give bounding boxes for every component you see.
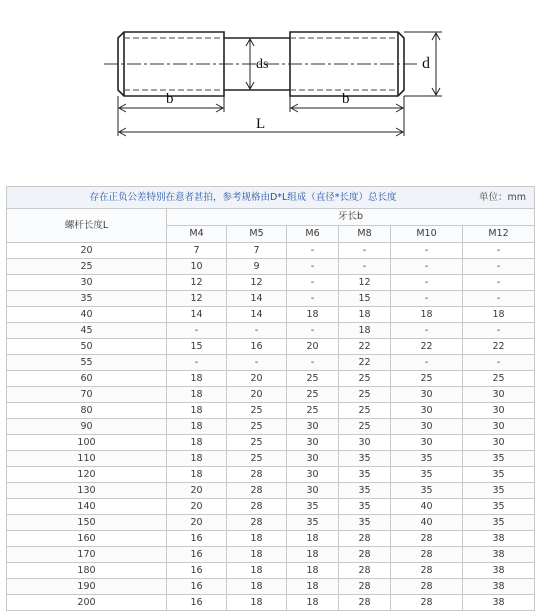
table-row [7,275,535,291]
thread-length-cell: 14 [227,307,287,323]
thread-length-cell: 30 [287,435,339,451]
thread-length-cell: 28 [391,595,463,611]
thread-length-cell: 35 [463,467,535,483]
length-cell: 150 [7,515,167,531]
table-row [7,307,535,323]
thread-length-cell: 35 [391,483,463,499]
table-row [7,323,535,339]
table-row [7,339,535,355]
length-cell: 110 [7,451,167,467]
thread-length-cell: 35 [339,515,391,531]
thread-length-cell: 30 [463,403,535,419]
length-cell: 70 [7,387,167,403]
thread-length-cell: 18 [287,547,339,563]
thread-length-cell: - [167,355,227,371]
thread-length-cell: - [463,243,535,259]
thread-length-cell: 35 [339,483,391,499]
thread-header-row [7,209,535,226]
L-label: L [256,116,266,132]
thread-length-cell: 30 [463,435,535,451]
thread-length-cell: 30 [287,419,339,435]
thread-length-cell: 35 [463,499,535,515]
thread-length-cell: 35 [339,467,391,483]
thread-length-cell: - [287,323,339,339]
thread-length-cell: 16 [167,579,227,595]
thread-length-cell: - [391,291,463,307]
thread-length-cell: 18 [167,451,227,467]
size-header-m12: M12 [463,226,535,243]
table-row [7,547,535,563]
thread-length-cell: 9 [227,259,287,275]
spec-table [6,186,535,611]
thread-length-cell: - [463,259,535,275]
thread-length-cell: - [391,323,463,339]
thread-length-cell: 28 [391,547,463,563]
b-right-label: b [342,91,350,107]
thread-length-cell: 15 [167,339,227,355]
thread-length-cell: 25 [227,451,287,467]
size-header-m8: M8 [339,226,391,243]
length-cell: 60 [7,371,167,387]
length-cell: 30 [7,275,167,291]
thread-length-cell: 35 [391,451,463,467]
size-header-m10: M10 [391,226,463,243]
thread-length-cell: 38 [463,579,535,595]
thread-length-cell: 18 [167,435,227,451]
thread-length-cell: 38 [463,595,535,611]
thread-length-cell: 22 [391,339,463,355]
thread-length-cell: 25 [339,419,391,435]
thread-length-cell: 35 [339,499,391,515]
thread-length-cell: 18 [287,579,339,595]
thread-length-cell: 18 [227,531,287,547]
thread-length-cell: 35 [463,515,535,531]
thread-length-cell: 35 [463,483,535,499]
thread-length-cell: 18 [167,371,227,387]
thread-length-cell: 30 [391,435,463,451]
table-row [7,403,535,419]
table-row [7,291,535,307]
thread-length-cell: 25 [287,403,339,419]
length-cell: 80 [7,403,167,419]
thread-length-cell: 35 [287,515,339,531]
thread-length-cell: 25 [339,371,391,387]
length-cell: 40 [7,307,167,323]
thread-length-cell: 12 [339,275,391,291]
thread-length-cell: 25 [463,371,535,387]
thread-length-cell: 22 [339,339,391,355]
thread-length-cell: 7 [227,243,287,259]
thread-length-cell: - [227,355,287,371]
length-cell: 90 [7,419,167,435]
thread-length-cell: 18 [227,547,287,563]
size-header-m6: M6 [287,226,339,243]
thread-length-cell: 18 [287,531,339,547]
thread-length-cell: 25 [287,387,339,403]
length-cell: 200 [7,595,167,611]
table-row [7,563,535,579]
table-row [7,371,535,387]
thread-length-cell: 25 [227,403,287,419]
b-left-label: b [166,91,174,107]
thread-length-cell: 12 [167,291,227,307]
table-row [7,515,535,531]
thread-length-cell: 18 [339,307,391,323]
thread-length-cell: 28 [339,547,391,563]
thread-length-cell: 28 [227,499,287,515]
thread-length-cell: 30 [391,419,463,435]
thread-length-cell: 30 [287,467,339,483]
table-row [7,579,535,595]
thread-length-cell: - [391,243,463,259]
thread-length-cell: 28 [339,579,391,595]
thread-length-cell: - [339,259,391,275]
thread-length-cell: 20 [167,515,227,531]
table-row [7,243,535,259]
length-cell: 190 [7,579,167,595]
thread-length-cell: 18 [167,419,227,435]
thread-length-cell: 22 [339,355,391,371]
thread-length-cell: 28 [227,483,287,499]
table-row [7,531,535,547]
thread-length-cell: - [287,275,339,291]
thread-length-cell: - [463,291,535,307]
thread-length-cell: 38 [463,547,535,563]
thread-length-cell: 18 [339,323,391,339]
thread-length-cell: 30 [391,387,463,403]
thread-length-cell: 25 [391,371,463,387]
length-cell: 120 [7,467,167,483]
thread-length-cell: 20 [287,339,339,355]
thread-length-cell: 28 [391,531,463,547]
thread-length-cell: 7 [167,243,227,259]
length-cell: 35 [7,291,167,307]
thread-length-cell: 18 [227,563,287,579]
thread-length-cell: 16 [167,531,227,547]
thread-length-cell: 30 [391,403,463,419]
table-row [7,259,535,275]
thread-length-cell: 18 [463,307,535,323]
thread-length-cell: 35 [391,467,463,483]
thread-length-cell: 35 [339,451,391,467]
thread-length-cell: 20 [167,499,227,515]
table-row [7,483,535,499]
thread-length-cell: 14 [167,307,227,323]
thread-length-cell: - [391,355,463,371]
thread-length-cell: - [167,323,227,339]
thread-length-cell: 25 [227,419,287,435]
thread-length-cell: 28 [339,563,391,579]
thread-length-cell: 18 [287,307,339,323]
thread-length-header: 牙长b [167,209,535,226]
thread-length-cell: 25 [287,371,339,387]
length-cell: 140 [7,499,167,515]
thread-length-cell: 25 [339,387,391,403]
thread-length-cell: 28 [339,531,391,547]
thread-length-cell: - [463,275,535,291]
thread-length-cell: 38 [463,563,535,579]
thread-length-cell: 18 [227,579,287,595]
thread-length-cell: 18 [287,563,339,579]
spec-table-body [7,243,535,611]
thread-length-cell: 28 [391,579,463,595]
length-cell: 45 [7,323,167,339]
thread-length-cell: - [391,259,463,275]
table-row [7,467,535,483]
thread-length-cell: 30 [287,483,339,499]
thread-length-cell: - [287,355,339,371]
length-cell: 130 [7,483,167,499]
length-cell: 180 [7,563,167,579]
table-row [7,451,535,467]
table-caption: 存在正负公差特别在意者甚拍，参考规格由D*L组成（直径*长度）总长度 [89,192,397,203]
table-caption-cell [7,187,535,209]
thread-length-cell: - [463,323,535,339]
thread-length-cell: 12 [167,275,227,291]
thread-length-cell: 30 [287,451,339,467]
thread-length-cell: 10 [167,259,227,275]
thread-length-cell: 35 [287,499,339,515]
length-cell: 20 [7,243,167,259]
table-row [7,435,535,451]
thread-length-cell: 28 [227,515,287,531]
thread-length-cell: 16 [167,547,227,563]
table-row [7,499,535,515]
thread-length-cell: 30 [463,419,535,435]
thread-length-cell: 20 [167,483,227,499]
length-cell: 50 [7,339,167,355]
table-row [7,387,535,403]
thread-length-cell: 28 [391,563,463,579]
length-cell: 160 [7,531,167,547]
length-cell: 170 [7,547,167,563]
thread-length-cell: 18 [227,595,287,611]
d-label: d [422,55,430,72]
thread-length-cell: 12 [227,275,287,291]
length-cell: 25 [7,259,167,275]
length-cell: 100 [7,435,167,451]
thread-length-cell: 30 [463,387,535,403]
table-row [7,419,535,435]
thread-length-cell: - [463,355,535,371]
thread-length-cell: - [339,243,391,259]
thread-length-cell: 25 [227,435,287,451]
thread-length-cell: 18 [391,307,463,323]
thread-length-cell: 38 [463,531,535,547]
ds-label: ds [256,57,269,72]
size-header-m5: M5 [227,226,287,243]
table-row [7,355,535,371]
thread-length-cell: 15 [339,291,391,307]
unit-label: 单位：mm [478,192,526,203]
thread-length-cell: 20 [227,371,287,387]
stud-bolt-drawing [0,0,540,180]
thread-length-cell: 18 [167,467,227,483]
thread-length-cell: 30 [339,435,391,451]
thread-length-cell: 16 [227,339,287,355]
thread-length-cell: - [287,291,339,307]
thread-length-cell: 22 [463,339,535,355]
thread-length-cell: 40 [391,499,463,515]
stud-bolt-svg [0,0,540,180]
thread-length-cell: 14 [227,291,287,307]
thread-length-cell: 35 [463,451,535,467]
thread-length-cell: - [227,323,287,339]
thread-length-cell: 20 [227,387,287,403]
thread-length-cell: 40 [391,515,463,531]
thread-length-cell: 18 [287,595,339,611]
size-header-m4: M4 [167,226,227,243]
thread-length-cell: - [391,275,463,291]
thread-length-cell: 16 [167,563,227,579]
thread-length-cell: - [287,259,339,275]
thread-length-cell: 28 [227,467,287,483]
thread-length-cell: 16 [167,595,227,611]
thread-length-cell: 18 [167,387,227,403]
table-row [7,595,535,611]
length-header: 螺杆长度L [7,209,167,243]
thread-length-cell: 28 [339,595,391,611]
thread-length-cell: 18 [167,403,227,419]
thread-length-cell: 25 [339,403,391,419]
table-caption-row [7,187,535,209]
thread-length-cell: - [287,243,339,259]
length-cell: 55 [7,355,167,371]
